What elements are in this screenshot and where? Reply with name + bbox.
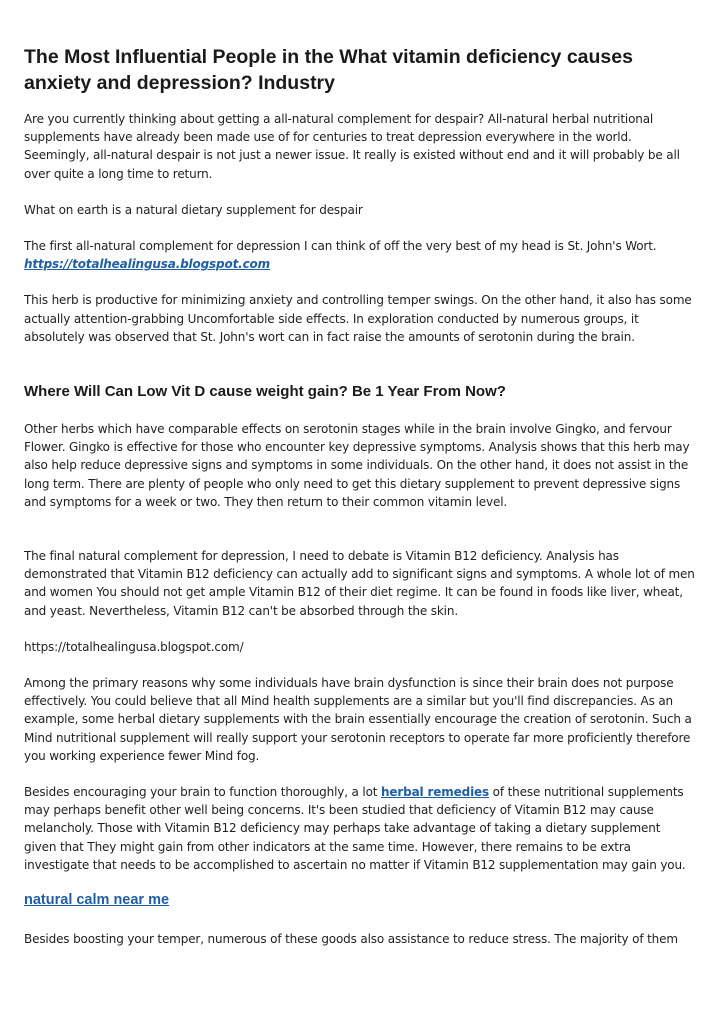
paragraph-other-herbs: Other herbs which have comparable effects on serotonin stages while in the brain involve Gingko, and fervour Flower. Gingko is effective for those who encounter key depressive symptoms. Analysis shows that this herb may also help reduce depressive signs and symptoms in some individuals. On the other hand, it does not assist in the long term. There are plenty of people who only need to get this dietary supplement to prevent depressive signs and symptoms for a week or two. They then return to their common vitamin level. [24,422,690,509]
herbal-remedies-link[interactable]: herbal remedies [381,785,490,800]
paragraph-text: The first all-natural complement for depression I can think of off the very best of my head is St. John's Wort. [24,239,657,254]
blog-link[interactable]: https://totalhealingusa.blogspot.com [24,257,270,272]
paragraph-vitamin-b12: The final natural complement for depression, I need to debate is Vitamin B12 deficiency. Analysis has demonstrated that Vitamin B12 deficiency can actually add to significant signs and symptoms. A whole lot of men and women You should not get ample Vitamin B12 of their diet regime. It can be found in foods like liver, wheat, and yeast. Nevertheless, Vitamin B12 can't be absorbed through the skin. [24,549,695,618]
paragraph-text-after: of these nutritional supplements may perhaps benefit other well being concerns. It's been studied that deficiency of Vitamin B12 may cause melancholy. Those with Vitamin B12 deficiency may perhaps take advantage of taking a dietary supplement given that They might gain from other indicators at the same time. However, there remains to be extra investigate that needs to be accomplished to ascertain no matter if Vitamin B12 supplementation may gain you. [24,785,686,872]
section-heading: Where Will Can Low Vit D cause weight gain? Be 1 Year From Now? [24,383,506,401]
paragraph-intro: Are you currently thinking about getting a all-natural complement for despair? All-natural herbal nutritional supplements have already been made use of for centuries to treat depression everywhere in the world. Seemingly, all-natural despair is not just a newer issue. It really is existed without end and it will probably be all over quite a long time to return. [24,112,680,181]
paragraph-text-before: Besides encouraging your brain to function thoroughly, a lot [24,785,381,800]
natural-calm-link[interactable]: natural calm near me [24,892,170,909]
paragraph-herbal-remedies [24,783,696,874]
paragraph-st-johns-wort [24,237,696,273]
paragraph-question: What on earth is a natural dietary supplement for despair [24,202,363,217]
paragraph-url-text: https://totalhealingusa.blogspot.com/ [24,639,244,654]
paragraph-brain-dysfunction: Among the primary reasons why some individuals have brain dysfunction is since their brain does not purpose effectively. You could believe that all Mind health supplements are a similar but you'll find discrepancies. As an example, some herbal dietary supplements with the brain essentially encourage the creation of serotonin. Such a Mind nutritional supplement will really support your serotonin receptors to operate far more proficiently therefore you working experience fewer Mind fog. [24,676,692,763]
paragraph-stress: Besides boosting your temper, numerous of these goods also assistance to reduce stress. The majority of them [24,932,678,947]
paragraph-herb-effects: This herb is productive for minimizing anxiety and controlling temper swings. On the other hand, it also has some actually attention-grabbing Uncomfortable side effects. In exploration conducted by numerous groups, it absolutely was observed that St. John's wort can in fact raise the amounts of serotonin during the brain. [24,293,692,344]
article-title: The Most Influential People in the What vitamin deficiency causes anxiety and depression? Industry [24,46,633,94]
